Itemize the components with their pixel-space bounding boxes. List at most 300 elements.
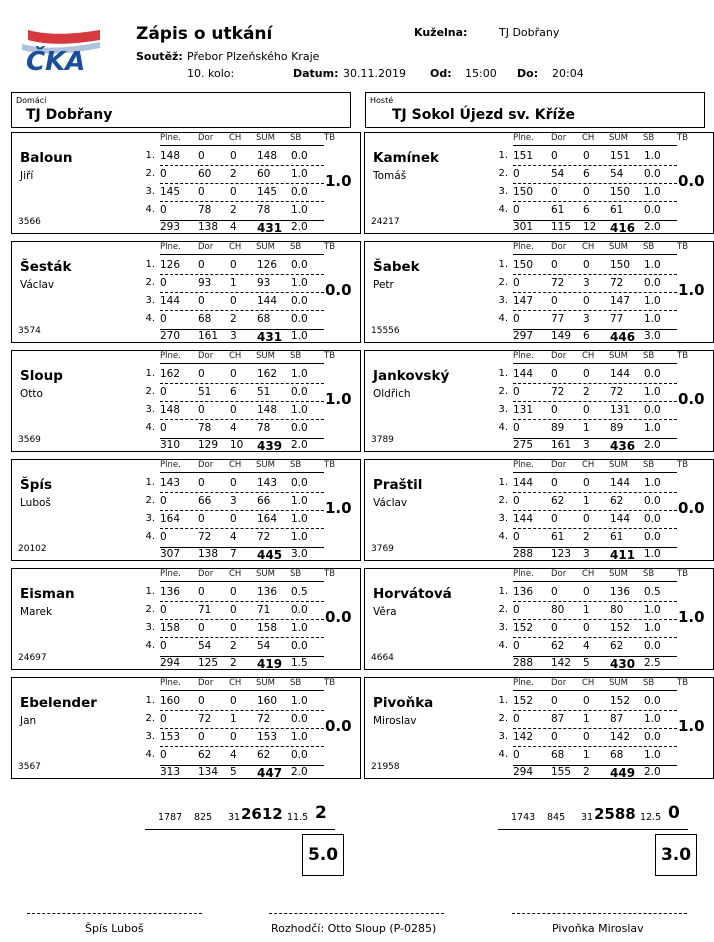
round-cell: 89 [610,422,624,434]
round-cell: 0 [198,150,205,162]
round-cell: 0 [198,295,205,307]
sum-cell: 439 [257,439,283,453]
round-cell: 61 [610,531,624,543]
round-cell: 1.0 [644,604,661,616]
round-cell: 2 [230,204,237,216]
round-cell: 2 [583,531,590,543]
round-cell: 144 [513,513,534,525]
round-cell: 1 [583,713,590,725]
col-header: TB [677,351,689,361]
player-id: 20102 [18,544,47,554]
sum-cell: 275 [513,439,534,451]
col-header: SB [290,569,302,579]
round-cell: 126 [160,259,181,271]
col-header: Plne. [160,460,181,470]
player-tb-score: 1.0 [325,390,352,408]
round-divider [160,310,324,311]
sum-cell: 4 [230,221,237,233]
round-label: 1. [498,477,508,488]
round-cell: 0 [583,513,590,525]
round-label: 2. [498,386,508,397]
round-divider [160,165,324,166]
round-cell: 1.0 [291,695,308,707]
col-header: SB [643,351,655,361]
col-header: Plne. [513,242,534,252]
sum-cell: 447 [257,766,283,780]
home-signature-name: Špís Luboš [85,922,144,935]
col-header: Dor [198,351,214,361]
round-cell: 0 [513,749,520,761]
round-cell: 66 [257,495,271,507]
col-header: Plne. [513,133,534,143]
round-cell: 153 [257,731,278,743]
col-header: CH [582,242,595,252]
round-label: 3. [145,186,155,197]
home-team-box [11,92,351,128]
col-header: Dor [551,242,567,252]
round-cell: 0 [583,731,590,743]
round-label: 4. [145,204,155,215]
round-cell: 0.0 [291,150,308,162]
away-final-score: 3.0 [655,834,697,876]
round-label: 1. [498,695,508,706]
round-label: 4. [498,422,508,433]
round-cell: 72 [257,713,271,725]
round-cell: 0 [160,713,167,725]
away-totals-line [498,829,688,830]
round-cell: 144 [513,477,534,489]
round-cell: 0 [160,313,167,325]
round-cell: 1 [230,277,237,289]
sum-cell: 301 [513,221,534,233]
round-label: 2. [498,713,508,724]
round-cell: 0 [198,695,205,707]
sum-cell: 125 [198,657,219,669]
round-cell: 148 [257,404,278,416]
round-cell: 0 [513,604,520,616]
away-total-ch: 31 [581,812,594,823]
round-cell: 78 [198,422,212,434]
col-header: Dor [198,133,214,143]
player-tb-score: 0.0 [678,172,705,190]
round-cell: 0.0 [291,713,308,725]
col-header: SB [643,242,655,252]
player-id: 15556 [371,326,400,336]
col-header: SUM [609,678,628,688]
round-label: 2. [145,495,155,506]
round-cell: 0.0 [291,259,308,271]
round-divider [160,383,324,384]
player-last-name: Baloun [20,150,73,166]
player-tb-score: 0.0 [325,281,352,299]
round-cell: 0 [198,186,205,198]
round-cell: 1.0 [291,368,308,380]
round-cell: 0 [160,422,167,434]
round-cell: 0 [230,150,237,162]
round-cell: 136 [257,586,278,598]
round-cell: 0 [551,186,558,198]
round-cell: 0 [513,495,520,507]
round-cell: 1.0 [644,422,661,434]
col-header: Plne. [160,133,181,143]
round-cell: 66 [198,495,212,507]
home-total-dor: 825 [194,812,213,823]
round-cell: 1.0 [644,713,661,725]
home-total-sb: 11.5 [287,812,309,823]
col-header: Plne. [160,351,181,361]
col-header: Dor [198,242,214,252]
col-header: SB [290,133,302,143]
round-divider [513,310,677,311]
round-cell: 0 [198,731,205,743]
player-last-name: Sloup [20,368,63,384]
round-cell: 3 [583,277,590,289]
round-cell: 144 [257,295,278,307]
col-header: SUM [256,133,275,143]
sum-cell: 2.0 [291,221,308,233]
round-cell: 0 [551,695,558,707]
player-id: 3574 [18,326,41,336]
round-cell: 6 [230,386,237,398]
col-header: SB [643,460,655,470]
round-label: 3. [498,404,508,415]
round-cell: 62 [198,749,212,761]
round-cell: 151 [513,150,534,162]
player-id: 3769 [371,544,394,554]
round-cell: 0 [160,495,167,507]
sum-cell: 294 [513,766,534,778]
round-cell: 1 [583,749,590,761]
round-cell: 0 [583,695,590,707]
round-cell: 0 [160,386,167,398]
sum-cell: 6 [583,330,590,342]
round-cell: 0 [230,731,237,743]
do-value: 20:04 [552,67,584,80]
round-cell: 147 [610,295,631,307]
round-cell: 0 [583,622,590,634]
round-cell: 0 [583,477,590,489]
col-header: SB [290,242,302,252]
sum-cell: 5 [583,657,590,669]
sum-cell: 1.5 [291,657,308,669]
home-totals-line [145,829,335,830]
sum-cell: 431 [257,221,283,235]
player-first-name: Věra [373,606,397,618]
round-cell: 1.0 [644,259,661,271]
round-cell: 0.0 [291,186,308,198]
round-cell: 152 [513,622,534,634]
round-cell: 0 [551,586,558,598]
sum-cell: 419 [257,657,283,671]
round-cell: 80 [551,604,565,616]
round-cell: 78 [257,204,271,216]
round-label: 2. [145,168,155,179]
header-line [513,581,677,582]
away-team-box [365,92,705,128]
round-cell: 144 [160,295,181,307]
round-divider [160,292,324,293]
col-header: SB [290,460,302,470]
round-cell: 0 [551,259,558,271]
round-cell: 2 [230,168,237,180]
round-label: 1. [498,150,508,161]
sum-cell: 2 [230,657,237,669]
player-first-name: Václav [373,497,408,509]
sum-cell: 123 [551,548,572,560]
home-total-sum: 2612 [241,805,283,823]
sum-cell: 411 [610,548,636,562]
round-label: 1. [498,368,508,379]
col-header: SUM [609,351,628,361]
round-divider [160,746,324,747]
round-cell: 136 [160,586,181,598]
round-cell: 72 [610,386,624,398]
col-header: TB [324,569,336,579]
round-cell: 158 [160,622,181,634]
col-header: SUM [256,460,275,470]
sum-cell: 307 [160,548,181,560]
col-header: CH [582,351,595,361]
round-cell: 4 [230,422,237,434]
col-header: CH [582,678,595,688]
round-cell: 0 [230,186,237,198]
sum-cell: 310 [160,439,181,451]
round-cell: 0 [513,168,520,180]
round-cell: 0 [583,404,590,416]
home-player-card [11,350,361,452]
col-header: Plne. [513,569,534,579]
sum-cell: 288 [513,548,534,560]
round-cell: 0.0 [644,277,661,289]
round-cell: 1.0 [644,749,661,761]
player-last-name: Špís [20,477,53,493]
round-cell: 68 [257,313,271,325]
round-divider [160,637,324,638]
round-cell: 136 [610,586,631,598]
round-divider [513,165,677,166]
round-cell: 131 [610,404,631,416]
round-cell: 0.5 [291,586,308,598]
round-cell: 0.0 [291,386,308,398]
home-total-ch: 31 [228,812,241,823]
sum-cell: 161 [551,439,572,451]
round-cell: 3 [583,313,590,325]
round-cell: 68 [551,749,565,761]
round-cell: 87 [610,713,624,725]
away-player-card [364,241,714,343]
round-cell: 2 [583,386,590,398]
sum-cell: 431 [257,330,283,344]
player-id: 4664 [371,653,394,663]
round-cell: 0 [230,586,237,598]
round-cell: 93 [198,277,212,289]
home-label: Domácí [16,96,47,105]
kolo-label: 10. kolo: [187,67,235,80]
sum-cell: 129 [198,439,219,451]
sum-cell: 270 [160,330,181,342]
col-header: SUM [256,569,275,579]
header-line [513,254,677,255]
round-cell: 1 [583,422,590,434]
round-cell: 164 [257,513,278,525]
away-player-card [364,568,714,670]
round-cell: 144 [610,368,631,380]
round-cell: 0 [198,622,205,634]
away-total-plne: 1743 [511,812,536,823]
round-label: 3. [498,513,508,524]
sum-cell: 2.0 [291,766,308,778]
player-tb-score: 1.0 [325,499,352,517]
round-divider [513,292,677,293]
round-cell: 77 [551,313,565,325]
home-total-plne: 1787 [158,812,183,823]
round-cell: 153 [160,731,181,743]
round-label: 3. [498,622,508,633]
round-cell: 144 [610,513,631,525]
round-cell: 158 [257,622,278,634]
round-cell: 4 [230,531,237,543]
col-header: SB [290,351,302,361]
player-id: 24697 [18,653,47,663]
round-cell: 1 [583,495,590,507]
round-cell: 62 [610,640,624,652]
round-label: 4. [498,204,508,215]
sum-cell: 3.0 [291,548,308,560]
sum-cell: 2.0 [644,221,661,233]
sum-cell: 445 [257,548,283,562]
col-header: SB [643,133,655,143]
sum-cell: 2.0 [644,439,661,451]
round-cell: 61 [551,531,565,543]
round-cell: 0 [230,368,237,380]
header-line [513,472,677,473]
round-cell: 160 [160,695,181,707]
round-cell: 0 [230,259,237,271]
round-cell: 0.0 [644,513,661,525]
col-header: Dor [198,678,214,688]
round-cell: 4 [230,749,237,761]
round-divider [160,201,324,202]
round-divider [513,601,677,602]
sum-cell: 313 [160,766,181,778]
home-player-card [11,459,361,561]
round-cell: 0 [513,422,520,434]
col-header: SUM [609,460,628,470]
round-cell: 160 [257,695,278,707]
round-cell: 71 [257,604,271,616]
away-label: Hosté [370,96,394,105]
sum-cell: 149 [551,330,572,342]
round-cell: 1.0 [644,477,661,489]
round-cell: 0 [551,150,558,162]
col-header: Plne. [513,460,534,470]
away-player-card [364,350,714,452]
away-signature-line [512,913,687,914]
home-final-score: 5.0 [302,834,344,876]
round-cell: 162 [257,368,278,380]
round-cell: 0.0 [644,168,661,180]
player-last-name: Ebelender [20,695,97,711]
round-divider [160,274,324,275]
round-cell: 0 [513,277,520,289]
round-cell: 0 [513,713,520,725]
round-label: 2. [145,277,155,288]
player-tb-score: 1.0 [678,608,705,626]
round-cell: 0 [198,368,205,380]
player-last-name: Eisman [20,586,75,602]
player-tb-score: 1.0 [678,717,705,735]
sum-cell: 155 [551,766,572,778]
round-cell: 1.0 [291,168,308,180]
round-cell: 0 [551,295,558,307]
round-cell: 87 [551,713,565,725]
round-cell: 131 [513,404,534,416]
round-cell: 62 [610,495,624,507]
round-cell: 1.0 [291,404,308,416]
round-cell: 0.0 [291,749,308,761]
away-total-sb: 12.5 [640,812,662,823]
round-cell: 1.0 [644,313,661,325]
round-cell: 147 [513,295,534,307]
home-player-card [11,241,361,343]
player-tb-score: 1.0 [678,281,705,299]
round-label: 1. [145,368,155,379]
away-player-card [364,459,714,561]
col-header: CH [582,133,595,143]
col-header: Dor [551,133,567,143]
round-cell: 164 [160,513,181,525]
player-first-name: Luboš [20,497,51,509]
round-cell: 78 [257,422,271,434]
round-cell: 78 [198,204,212,216]
round-cell: 0 [583,295,590,307]
player-last-name: Praštil [373,477,423,493]
player-tb-score: 0.0 [325,717,352,735]
round-label: 2. [498,168,508,179]
round-cell: 1.0 [291,495,308,507]
referee-signature-line [269,913,444,914]
sum-cell: 297 [513,330,534,342]
round-cell: 1.0 [644,386,661,398]
datum-label: Datum: [293,67,339,80]
round-label: 3. [498,186,508,197]
round-label: 2. [145,604,155,615]
round-cell: 152 [610,695,631,707]
round-cell: 0.0 [291,295,308,307]
sum-cell: 416 [610,221,636,235]
round-label: 2. [145,713,155,724]
sum-cell: 142 [551,657,572,669]
round-cell: 2 [230,640,237,652]
round-cell: 0 [551,731,558,743]
sum-cell: 3.0 [644,330,661,342]
col-header: CH [229,678,242,688]
round-cell: 1.0 [644,295,661,307]
round-cell: 0 [551,368,558,380]
round-cell: 80 [610,604,624,616]
col-header: TB [677,569,689,579]
round-label: 1. [498,259,508,270]
round-cell: 72 [198,531,212,543]
col-header: CH [229,569,242,579]
round-cell: 1.0 [291,731,308,743]
round-cell: 1.0 [291,204,308,216]
sum-cell: 1.0 [291,330,308,342]
col-header: Dor [551,678,567,688]
round-label: 4. [145,640,155,651]
col-header: Plne. [160,678,181,688]
soutez-value: Přebor Plzeňského Kraje [187,50,320,63]
